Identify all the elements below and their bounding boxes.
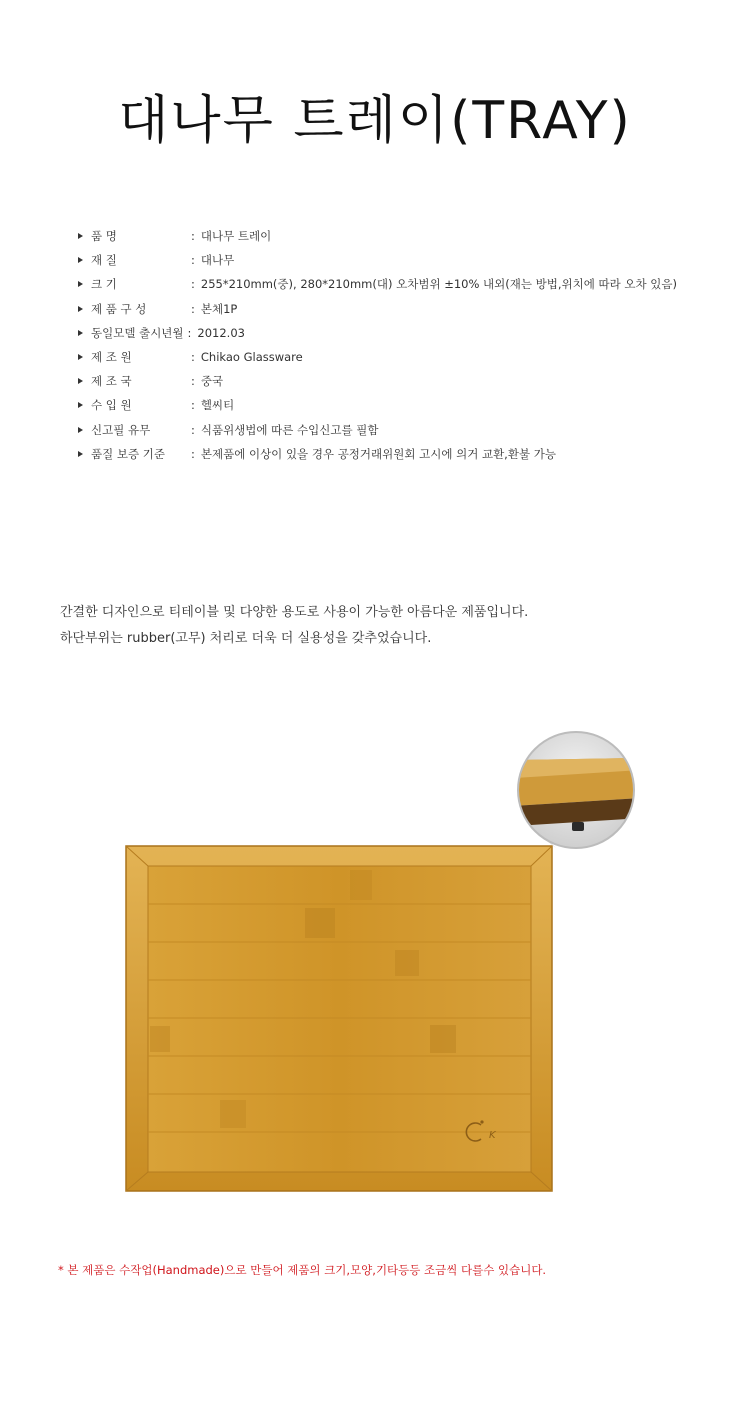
spec-row-importer: 수 입 원 : 헬씨티 xyxy=(78,393,677,417)
spec-row-size: 크 기 : 255*210mm(중), 280*210mm(대) 오차범위 ±10% 내외(재는 방법,위치에 따라 오차 있음) xyxy=(78,272,677,296)
spec-label: 재 질 xyxy=(91,253,117,268)
spec-value: 대나무 xyxy=(200,253,235,268)
triangle-bullet-icon xyxy=(78,281,83,287)
spec-value: 식품위생법에 따른 수입신고를 필함 xyxy=(200,422,379,437)
spec-label: 품 명 xyxy=(91,229,117,244)
spec-label: 제 조 원 xyxy=(91,350,132,365)
triangle-bullet-icon xyxy=(78,402,83,408)
spec-row-report: 신고필 유무 : 식품위생법에 따른 수입신고를 필함 xyxy=(78,418,677,442)
triangle-bullet-icon xyxy=(78,378,83,384)
triangle-bullet-icon xyxy=(78,451,83,457)
spec-value: 2012.03 xyxy=(197,325,245,340)
spec-row-country: 제 조 국 : 중국 xyxy=(78,369,677,393)
spec-row-warranty: 품질 보증 기준 : 본제품에 이상이 있을 경우 공정거래위원회 고시에 의거 교환,환불 가능 xyxy=(78,442,677,466)
spec-value: 중국 xyxy=(200,374,224,389)
spec-list xyxy=(78,224,677,466)
description-line: 간결한 디자인으로 티테이블 및 다양한 용도로 사용이 가능한 아름다운 제품입니다. xyxy=(60,605,529,620)
product-description xyxy=(60,600,528,652)
spec-row-components: 제 품 구 성 : 본체1P xyxy=(78,297,677,321)
spec-row-material: 재 질 : 대나무 xyxy=(78,248,677,272)
spec-value: 255*210mm(중), 280*210mm(대) 오차범위 ±10% 내외(재는 방법,위치에 따라 오차 있음) xyxy=(200,277,677,292)
spec-label: 동일모델 출시년월 xyxy=(91,325,184,340)
triangle-bullet-icon xyxy=(78,330,83,336)
description-line: 하단부위는 rubber(고무) 처리로 더욱 더 실용성을 갖추었습니다. xyxy=(60,631,432,646)
spec-value: Chikao Glassware xyxy=(200,350,303,365)
page-title: 대나무 트레이(TRAY) xyxy=(118,91,632,151)
spec-value: 대나무 트레이 xyxy=(200,229,272,244)
spec-row-name: 품 명 : 대나무 트레이 xyxy=(78,224,677,248)
handmade-note: * 본 제품은 수작업(Handmade)으로 만들어 제품의 크기,모양,기타등등 조금씩 다를수 있습니다. xyxy=(58,1263,547,1277)
spec-label: 제 조 국 xyxy=(91,374,132,389)
triangle-bullet-icon xyxy=(78,427,83,433)
spec-value: 헬씨티 xyxy=(200,398,235,413)
spec-value: 본체1P xyxy=(200,301,238,316)
spec-row-manufacturer: 제 조 원 : Chikao Glassware xyxy=(78,345,677,369)
spec-label: 품질 보증 기준 xyxy=(91,446,165,461)
spec-row-release-date: 동일모델 출시년월 : 2012.03 xyxy=(78,321,677,345)
triangle-bullet-icon xyxy=(78,233,83,239)
spec-label: 크 기 xyxy=(91,277,117,292)
svg-text:K: K xyxy=(489,1130,496,1141)
triangle-bullet-icon xyxy=(78,306,83,312)
tray-bed xyxy=(148,866,531,1172)
spec-value: 본제품에 이상이 있을 경우 공정거래위원회 고시에 의거 교환,환불 가능 xyxy=(200,446,556,461)
tray-product-image xyxy=(110,720,650,1210)
triangle-bullet-icon xyxy=(78,354,83,360)
triangle-bullet-icon xyxy=(78,257,83,263)
spec-label: 수 입 원 xyxy=(91,398,132,413)
spec-label: 신고필 유무 xyxy=(91,422,151,437)
spec-label: 제 품 구 성 xyxy=(91,301,147,316)
